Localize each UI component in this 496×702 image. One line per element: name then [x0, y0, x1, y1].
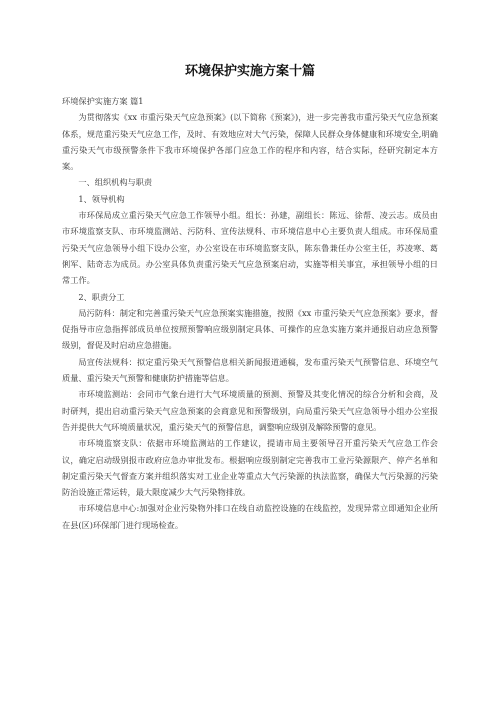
duty-paragraph-monitoring: 市环境监测站：会同市气象台进行大气环境质量的预测、预警及其变化情况的综合分析和会商，及时研判，提出启动重污染天气应急预案的会商意见和预警级别，向局重污染天气应急领导小组办公室报告并提供大气环境质量状况，重污染天气的预警信息，调整响应级别及解除预警的意见。 [62, 389, 438, 432]
leadership-paragraph: 市环保局成立重污染天气应急工作领导小组。组长：孙建，副组长：陈远、徐帮、凌云志。成员由市环境监察支队、市环境监测站、污防科、宣传法规科、市环境信息中心主要负责人组成。市环保局重污染天气应急领导小组下设办公室，办公室设在市环境监察支队，陈东鲁兼任办公室主任，苏凌寒、葛俐军、陆奇志为成员。办公室具体负责重污染天气应急预案启动，实施等相关事宜，承担领导小组的日常工作。 [62, 210, 438, 286]
duty-paragraph-info-center: 市环境信息中心:加强对企业污染物外排口在线自动监控设施的在线监控，发现异常立即通知企业所在县(区)环保部门进行现场检查。 [62, 503, 438, 530]
subheading-duties: 2、职责分工 [78, 291, 125, 302]
document-body [62, 93, 438, 533]
section-heading-org: 一、组织机构与职责 [78, 177, 153, 188]
duty-paragraph-pollution: 局污防科：制定和完善重污染天气应急预案实施措施，按照《xx 市重污染天气应急预案》要求，督促指导市应急指挥部成员单位按照预警响应级别制定具体、可操作的应急实施方案并通报启动应急预警级别，督促及时启动应急措施。 [62, 307, 438, 351]
subheading-leadership: 1、领导机构 [78, 193, 125, 204]
duty-paragraph-publicity: 局宣传法规科：拟定重污染天气预警信息相关新闻报道通稿，发布重污染天气预警信息、环境空气质量、重污染天气预警和健康防护措施等信息。 [62, 356, 438, 384]
intro-paragraph: 为贯彻落实《xx 市重污染天气应急预案》(以下简称《预案》)，进一步完善我市重污染天气应急预案体系，规范重污染天气应急工作，及时、有效地应对大气污染，保障人民群众身体健康和环境安全,明确重污染天气市级预警条件下我市环境保护各部门应急工作的程序和内容，结合实际，经研究制定本方案。 [62, 112, 438, 172]
document-title: 环境保护实施方案十篇 [184, 64, 315, 79]
duty-paragraph-supervision: 市环境监察支队：依据市环境监测站的工作建议，提请市局主要领导召开重污染天气应急工作会议，确定启动级别报市政府应急办审批发布。根据响应级别制定完善我市工业污染源限产、停产名单和制定重污染天气督查方案并组织落实对工业企业等重点大气污染源的执法监察，确保大气污染源的污染防治设施正常运转，最大限度减少大气污染物排放。 [62, 438, 438, 498]
section-label: 环境保护实施方案 篇1 [62, 96, 144, 106]
